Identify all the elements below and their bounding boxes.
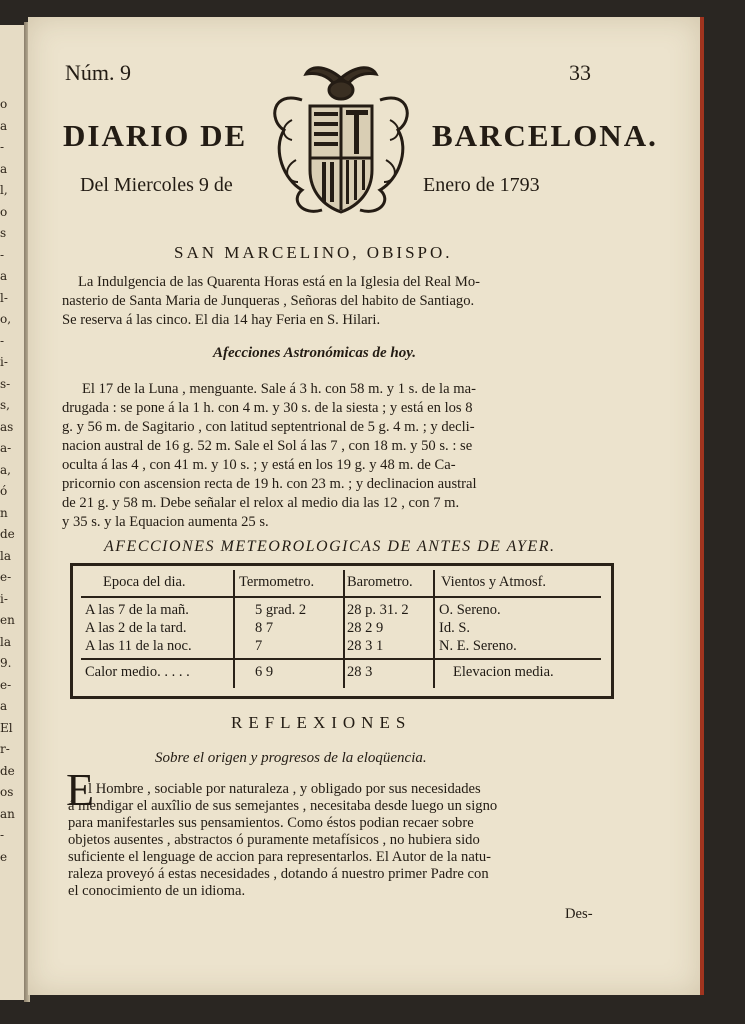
left-page-fragment: i- <box>0 591 8 606</box>
weather-table <box>70 563 614 699</box>
astro-heading: Afecciones Astronómicas de hoy. <box>213 345 417 361</box>
left-page-fragment: la <box>0 548 11 563</box>
left-page-fragment: o <box>0 97 8 111</box>
left-page-fragment: la <box>0 634 11 649</box>
left-page-fragment: a <box>0 118 8 133</box>
reflexiones-heading: REFLEXIONES <box>231 713 412 732</box>
row1-thermo: 5 grad. 2 <box>255 602 307 618</box>
barcelona-coat-of-arms-icon <box>262 60 420 222</box>
saint-of-the-day: SAN MARCELINO, OBISPO. <box>174 243 453 262</box>
row2-thermo: 8 7 <box>255 620 274 636</box>
essay-line: raleza proveyó á estas necesidades , dotando á nuestro primer Padre con <box>68 866 489 882</box>
left-page-fragment: an <box>0 806 15 821</box>
left-page-fragment: e <box>0 849 8 864</box>
catchword: Des- <box>565 906 593 922</box>
left-page-fragment: - <box>0 140 5 154</box>
issue-number: Núm. 9 <box>65 60 131 85</box>
astro-line: g. y 56 m. de Sagitario , con latitud septentrional de 5 g. 4 m. ; y decli- <box>62 419 475 435</box>
left-page-fragment: e- <box>0 570 12 584</box>
astro-line: nacion austral de 16 g. 52 m. Sale el Sol á las 7 , con 18 m. y 50 s. : se <box>62 438 473 454</box>
indulgence-line: Se reserva á las cinco. El dia 14 hay Feria en S. Hilari. <box>62 312 381 328</box>
row3-winds: N. E. Sereno. <box>439 638 517 654</box>
left-page-fragment: - <box>0 247 5 262</box>
left-page-fragment: en <box>0 613 15 627</box>
row1-winds: O. Sereno. <box>439 602 501 618</box>
drop-cap: E <box>66 764 95 815</box>
left-page-fragment: l- <box>0 290 8 305</box>
left-page-fragment: a- <box>0 441 12 455</box>
essay-line: l Hombre , sociable por naturaleza , y obligado por sus necesidades <box>88 781 481 797</box>
astro-line: pricornio con ascension recta de 19 h. con 23 m. ; y declinacion austral <box>62 476 477 492</box>
left-page-fragment: - <box>0 333 5 348</box>
left-page-fragment: as <box>0 419 14 434</box>
masthead-right: BARCELONA. <box>432 118 658 153</box>
left-page-fragment: o, <box>0 312 12 326</box>
indulgence-line: nasterio de Santa Maria de Junqueras , Señoras del habito de Santiago. <box>62 293 475 309</box>
left-page-fragment: a <box>0 161 8 176</box>
left-page-fragment: ó <box>0 484 8 498</box>
row2-baro: 28 2 9 <box>347 620 384 636</box>
astro-line: drugada : se pone á la 1 h. con 4 m. y 30 s. de la siesta ; y está en los 8 <box>62 400 473 416</box>
left-page-fragment: a <box>0 269 8 283</box>
page-number: 33 <box>569 60 591 85</box>
row2-epoch: A las 2 de la tard. <box>85 620 187 636</box>
astro-line: El 17 de la Luna , menguante. Sale á 3 h. con 58 m. y 1 s. de la ma- <box>82 381 476 397</box>
essay-line: á mendigar el auxîlio de sus semejantes , necesitaba desde luego un signo <box>68 798 498 814</box>
left-page-fragment: a, <box>0 462 11 477</box>
left-page-fragment: s- <box>0 376 11 391</box>
left-page-fragment: e- <box>0 677 12 692</box>
left-page-fragment: a <box>0 699 8 713</box>
reflexiones-subheading: Sobre el origen y progresos de la eloqüencia. <box>155 750 427 766</box>
row1-epoch: A las 7 de la mañ. <box>85 602 189 618</box>
dateline-right: Enero de 1793 <box>423 174 540 196</box>
astro-line: y 35 s. y la Equacion aumenta 25 s. <box>62 514 269 530</box>
left-page-fragment: r- <box>0 742 10 756</box>
left-page-fragment: 9. <box>0 656 12 670</box>
footer-thermo: 6 9 <box>255 664 274 680</box>
footer-heat: Calor medio. . . . . <box>85 664 190 680</box>
left-page-edge <box>0 25 25 1000</box>
essay-line: para manifestarles sus pensamientos. Como éstos podian recaer sobre <box>68 815 474 831</box>
dateline-left: Del Miercoles 9 de <box>80 174 233 196</box>
left-page-fragment: s <box>0 226 7 240</box>
astro-line: de 21 g. y 58 m. Debe señalar el relox al medio dia las 12 , con 7 m. <box>62 495 460 511</box>
left-page-fragment: El <box>0 720 13 735</box>
left-page-fragment: s, <box>0 398 10 412</box>
col-header-epoch: Epoca del dia. <box>103 574 186 590</box>
left-page-fragment: n <box>0 505 8 520</box>
left-page-fragment: l, <box>0 183 8 197</box>
indulgence-line: La Indulgencia de las Quarenta Horas está en la Iglesia del Real Mo- <box>78 274 480 290</box>
left-page-fragment: de <box>0 527 15 541</box>
footer-baro: 28 3 <box>347 664 373 680</box>
left-page-fragment: de <box>0 763 15 778</box>
left-page-fragment: - <box>0 828 5 842</box>
footer-elevation: Elevacion media. <box>453 664 554 680</box>
meteo-heading: AFECCIONES METEOROLOGICAS DE ANTES DE AYER. <box>104 538 556 555</box>
essay-line: suficiente el lenguage de accion para representarlos. El Autor de la natu- <box>68 849 492 865</box>
left-page-fragment: o <box>0 204 8 219</box>
left-page-fragment: i- <box>0 355 8 369</box>
col-header-barometer: Barometro. <box>347 574 413 590</box>
left-page-fragment: os <box>0 785 14 799</box>
row3-epoch: A las 11 de la noc. <box>85 638 192 654</box>
col-header-winds: Vientos y Atmosf. <box>441 574 547 590</box>
masthead-left: DIARIO DE <box>63 118 248 153</box>
row3-thermo: 7 <box>255 638 263 654</box>
essay-line: objetos ausentes , abstractos ó puramente metafísicos , no hubiera sido <box>68 832 480 848</box>
row3-baro: 28 3 1 <box>347 638 384 654</box>
col-header-thermometer: Termometro. <box>239 574 315 590</box>
astro-line: oculta á las 4 , con 41 m. y 10 s. ; y está en los 19 g. y 48 m. de Ca- <box>62 457 456 473</box>
row2-winds: Id. S. <box>439 620 471 636</box>
essay-line: el conocimiento de un idioma. <box>68 883 246 899</box>
row1-baro: 28 p. 31. 2 <box>347 602 409 618</box>
newspaper-page <box>28 17 704 995</box>
